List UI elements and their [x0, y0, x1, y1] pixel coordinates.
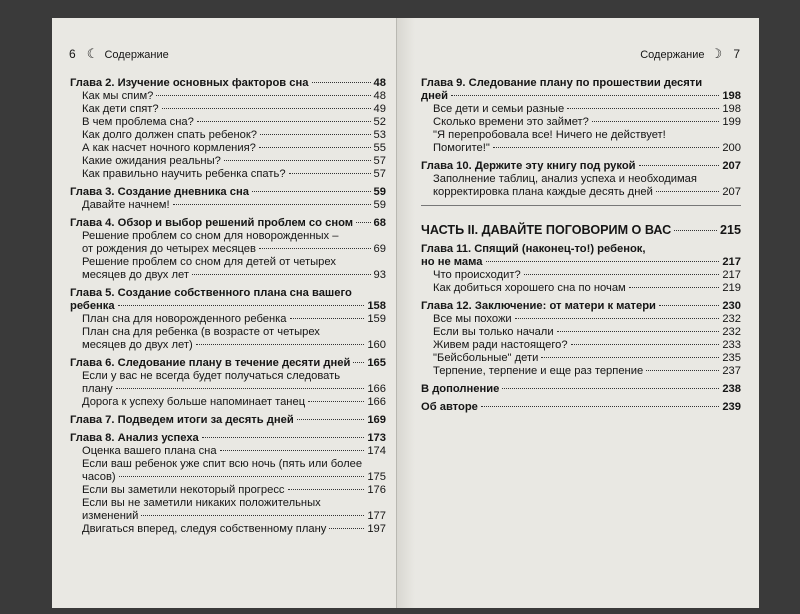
toc-entry-title: Глава 10. Держите эту книгу под рукой [421, 160, 636, 172]
toc-section-entry [70, 326, 386, 339]
toc-page-number: 207 [722, 160, 741, 172]
leader-dots [289, 173, 371, 174]
toc-entry-title: В чем проблема сна? [82, 116, 194, 128]
toc-page-number: 49 [373, 103, 386, 115]
leader-dots [629, 287, 720, 288]
toc-chapter-entry [70, 77, 386, 90]
toc-chapter-entry [421, 243, 741, 256]
right-page [397, 18, 759, 608]
toc-entry-title: "Я перепробовала все! Ничего не действует! [433, 129, 666, 141]
toc-page-number: 200 [722, 142, 741, 154]
leader-dots [353, 362, 364, 363]
leader-dots [196, 344, 365, 345]
toc-entry-title: Все мы похожи [433, 313, 512, 325]
leader-dots [659, 305, 719, 306]
leader-dots [493, 147, 720, 148]
toc-entry-title: Если вы заметили некоторый прогресс [82, 484, 285, 496]
toc-page-number: 197 [367, 523, 386, 535]
toc-page-number: 158 [367, 300, 386, 312]
toc-section-entry [421, 339, 741, 352]
leader-dots [290, 318, 365, 319]
toc-entry-continuation [70, 339, 386, 352]
toc-entry-title: Глава 2. Изучение основных факторов сна [70, 77, 309, 89]
toc-entry-continuation [70, 510, 386, 523]
toc-section-entry [421, 282, 741, 295]
toc-section-entry [421, 313, 741, 326]
toc-section-entry [70, 103, 386, 116]
toc-chapter-entry [70, 414, 386, 427]
leader-dots [571, 344, 720, 345]
toc-entry-title: Глава 8. Анализ успеха [70, 432, 199, 444]
toc-entry-title-cont: изменений [82, 510, 139, 522]
toc-entry-title: Если ваш ребенок уже спит всю ночь (пять или более [82, 458, 363, 470]
toc-entry-title: Как правильно научить ребенка спать? [82, 168, 286, 180]
toc-entry-continuation [70, 300, 386, 313]
toc-chapter-entry [70, 186, 386, 199]
toc-section-entry [421, 129, 741, 142]
toc-entry-title-cont: от рождения до четырех месяцев [82, 243, 256, 255]
toc-page-number: 175 [367, 471, 386, 483]
toc-entry-title-cont: плану [82, 383, 113, 395]
toc-entry-title-cont: ребенка [70, 300, 115, 312]
toc-section-entry [70, 129, 386, 142]
toc-section-entry [421, 269, 741, 282]
leader-dots [486, 261, 720, 262]
leader-dots [116, 388, 365, 389]
toc-section-entry [70, 199, 386, 212]
toc-entry-continuation [421, 142, 741, 155]
leader-dots [646, 370, 719, 371]
toc-section-entry [70, 90, 386, 103]
leader-dots [541, 357, 719, 358]
toc-entry-title: В дополнение [421, 383, 500, 395]
leader-dots [297, 419, 365, 420]
toc-entry-continuation [70, 269, 386, 282]
toc-page-number: 55 [373, 142, 386, 154]
toc-page-number: 169 [367, 414, 386, 426]
toc-entry-title: Об авторе [421, 401, 478, 413]
toc-part-entry [421, 224, 741, 237]
leader-dots [118, 305, 365, 306]
toc-entry-title-cont: месяцев до двух лет [82, 269, 190, 281]
leader-dots [259, 248, 371, 249]
toc-section-entry [70, 396, 386, 409]
toc-entry-title: Все дети и семьи разные [433, 103, 565, 115]
toc-entry-title: А как насчет ночного кормления? [82, 142, 256, 154]
toc-entry-title: Глава 3. Создание дневника сна [70, 186, 249, 198]
leader-dots [260, 134, 371, 135]
toc-entry-title: Что происходит? [433, 269, 521, 281]
leader-dots [639, 165, 720, 166]
toc-page-number: 215 [719, 223, 741, 237]
toc-entry-title: Глава 6. Следование плану в течение десяти дней [70, 357, 351, 369]
toc-page-number: 52 [373, 116, 386, 128]
toc-section-entry [421, 103, 741, 116]
toc-page-number: 173 [367, 432, 386, 444]
toc-entry-title-cont: но не мама [421, 256, 483, 268]
toc-page-number: 207 [722, 186, 741, 198]
toc-entry-title: Решение проблем со сном для новорожденных – [82, 230, 339, 242]
toc-entry-title: Как мы спим? [82, 90, 154, 102]
toc-section-entry [70, 445, 386, 458]
toc-page-number: 198 [722, 103, 741, 115]
leader-dots [156, 95, 370, 96]
toc-page-number: 166 [367, 396, 386, 408]
toc-chapter-entry [70, 217, 386, 230]
left-page-number: 6 [69, 47, 76, 61]
left-running-head [64, 46, 169, 62]
right-toc-list [421, 77, 741, 414]
leader-dots [173, 204, 371, 205]
toc-entry-title: Если вы не заметили никаких положительных [82, 497, 321, 509]
toc-entry-title: ЧАСТЬ II. ДАВАЙТЕ ПОГОВОРИМ О ВАС [421, 223, 672, 237]
toc-entry-title: Как добиться хорошего сна по ночам [433, 282, 626, 294]
toc-page-number: 159 [367, 313, 386, 325]
toc-section-entry [70, 484, 386, 497]
toc-section-entry [421, 365, 741, 378]
toc-entry-title: Живем ради настоящего? [433, 339, 568, 351]
toc-entry-title: Заполнение таблиц, анализ успеха и необходимая [433, 173, 697, 185]
toc-entry-title-cont: корректировка плана каждые десять дней [433, 186, 653, 198]
leader-dots [192, 274, 371, 275]
toc-page-number: 69 [373, 243, 386, 255]
part-divider [421, 205, 741, 206]
leader-dots [515, 318, 720, 319]
sleep-moon-icon: ☽ [710, 46, 723, 61]
toc-page-number: 198 [722, 90, 741, 102]
toc-page-number: 48 [373, 77, 386, 89]
leader-dots [481, 406, 719, 407]
leader-dots [524, 274, 720, 275]
toc-chapter-entry [421, 401, 741, 414]
toc-entry-title: Двигаться вперед, следуя собственному плану [82, 523, 327, 535]
leader-dots [119, 476, 365, 477]
leader-dots [288, 489, 365, 490]
toc-page-number: 53 [373, 129, 386, 141]
toc-entry-title: Если вы только начали [433, 326, 554, 338]
toc-page-number: 230 [722, 300, 741, 312]
left-running-head-title: Содержание [104, 49, 169, 61]
toc-entry-title: Какие ожидания реальны? [82, 155, 221, 167]
toc-entry-title: Глава 9. Следование плану по прошествии десяти [421, 77, 703, 89]
right-running-head [640, 46, 745, 62]
toc-entry-continuation [421, 256, 741, 269]
toc-entry-title: Дорога к успеху больше напоминает танец [82, 396, 306, 408]
toc-section-entry [421, 116, 741, 129]
leader-dots [567, 108, 719, 109]
toc-chapter-entry [421, 383, 741, 396]
leader-dots [592, 121, 719, 122]
toc-section-entry [421, 173, 741, 186]
toc-chapter-entry [70, 357, 386, 370]
toc-section-entry [70, 142, 386, 155]
leader-dots [224, 160, 371, 161]
left-toc-list [70, 77, 386, 536]
toc-section-entry [70, 458, 386, 471]
toc-entry-continuation [421, 186, 741, 199]
toc-chapter-entry [421, 77, 741, 90]
toc-page-number: 219 [722, 282, 741, 294]
toc-entry-title-cont: дней [421, 90, 448, 102]
toc-chapter-entry [70, 432, 386, 445]
toc-page-number: 166 [367, 383, 386, 395]
toc-entry-title: Глава 11. Спящий (наконец-то!) ребенок, [421, 243, 646, 255]
toc-page-number: 217 [722, 256, 741, 268]
leader-dots [197, 121, 371, 122]
toc-section-entry [421, 326, 741, 339]
toc-entry-title: Решение проблем со сном для детей от четырех [82, 256, 336, 268]
toc-page-number: 232 [722, 326, 741, 338]
left-page [52, 18, 397, 608]
toc-page-number: 57 [373, 155, 386, 167]
toc-section-entry [70, 523, 386, 536]
leader-dots [259, 147, 371, 148]
toc-section-entry [70, 168, 386, 181]
toc-section-entry [70, 256, 386, 269]
toc-page-number: 59 [373, 199, 386, 211]
right-running-head-title: Содержание [640, 49, 705, 61]
toc-page-number: 238 [722, 383, 741, 395]
right-page-number: 7 [733, 47, 740, 61]
toc-section-entry [70, 230, 386, 243]
toc-entry-continuation [70, 383, 386, 396]
toc-chapter-entry [421, 160, 741, 173]
leader-dots [141, 515, 364, 516]
toc-page-number: 176 [367, 484, 386, 496]
toc-chapter-entry [70, 287, 386, 300]
toc-entry-title: Если у вас не всегда будет получаться следовать [82, 370, 341, 382]
toc-page-number: 217 [722, 269, 741, 281]
toc-entry-continuation [70, 243, 386, 256]
toc-page-number: 233 [722, 339, 741, 351]
toc-page-number: 57 [373, 168, 386, 180]
toc-page-number: 165 [367, 357, 386, 369]
leader-dots [162, 108, 371, 109]
leader-dots [356, 222, 371, 223]
toc-page-number: 235 [722, 352, 741, 364]
toc-entry-title: Оценка вашего плана сна [82, 445, 217, 457]
toc-section-entry [70, 497, 386, 510]
toc-entry-title: Давайте начнем! [82, 199, 170, 211]
toc-page-number: 239 [722, 401, 741, 413]
leader-dots [656, 191, 719, 192]
toc-entry-title: Сколько времени это займет? [433, 116, 589, 128]
toc-entry-title: Глава 7. Подведем итоги за десять дней [70, 414, 294, 426]
toc-page-number: 59 [373, 186, 386, 198]
toc-entry-title: План сна для ребенка (в возрасте от четырех [82, 326, 320, 338]
toc-section-entry [70, 155, 386, 168]
leader-dots [451, 95, 719, 96]
leader-dots [312, 82, 371, 83]
toc-page-number: 199 [722, 116, 741, 128]
leader-dots [252, 191, 371, 192]
toc-entry-title: "Бейсбольные" дети [433, 352, 539, 364]
toc-page-number: 232 [722, 313, 741, 325]
leader-dots [220, 450, 365, 451]
toc-section-entry [70, 116, 386, 129]
leader-dots [674, 230, 717, 231]
leader-dots [502, 388, 719, 389]
toc-entry-title-cont: Помогите!" [433, 142, 490, 154]
leader-dots [557, 331, 720, 332]
toc-page-number: 174 [367, 445, 386, 457]
toc-entry-title: Глава 5. Создание собственного плана сна вашего [70, 287, 352, 299]
toc-entry-title: Терпение, терпение и еще раз терпение [433, 365, 644, 377]
toc-page-number: 177 [367, 510, 386, 522]
toc-section-entry [70, 370, 386, 383]
toc-entry-title: Глава 4. Обзор и выбор решений проблем со сном [70, 217, 354, 229]
toc-section-entry [421, 352, 741, 365]
toc-chapter-entry [421, 300, 741, 313]
toc-entry-title: Как долго должен спать ребенок? [82, 129, 257, 141]
toc-entry-title-cont: месяцев до двух лет) [82, 339, 193, 351]
toc-page-number: 68 [373, 217, 386, 229]
sleep-moon-icon: ☾ [86, 46, 99, 61]
toc-page-number: 93 [373, 269, 386, 281]
toc-entry-title: Как дети спят? [82, 103, 159, 115]
toc-entry-title: Глава 12. Заключение: от матери к матери [421, 300, 656, 312]
toc-section-entry [70, 313, 386, 326]
toc-page-number: 48 [373, 90, 386, 102]
toc-entry-title: План сна для новорожденного ребенка [82, 313, 287, 325]
toc-entry-continuation [70, 471, 386, 484]
leader-dots [202, 437, 365, 438]
leader-dots [329, 528, 364, 529]
leader-dots [308, 401, 364, 402]
toc-entry-title-cont: часов) [82, 471, 116, 483]
toc-page-number: 237 [722, 365, 741, 377]
toc-page-number: 160 [367, 339, 386, 351]
toc-entry-continuation [421, 90, 741, 103]
